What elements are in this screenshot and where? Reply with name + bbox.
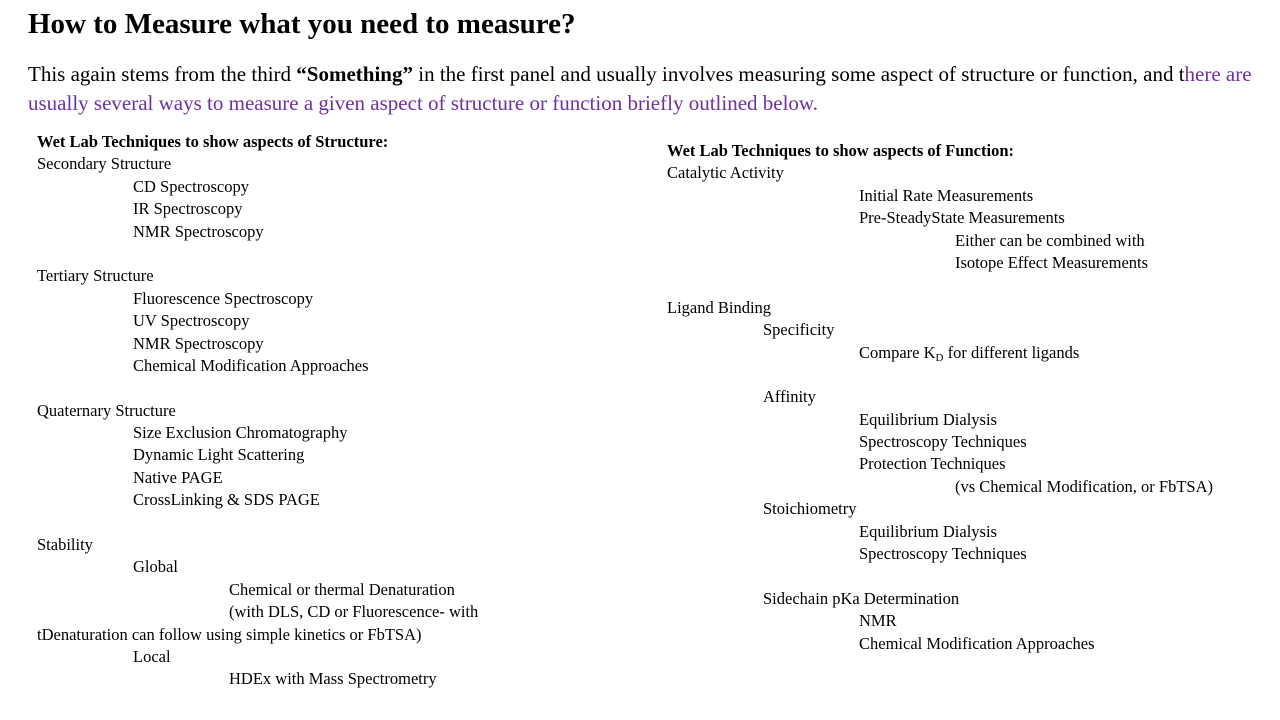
secondary-item: CD Spectroscopy (133, 176, 249, 196)
stability-global-note-wrap: tDenaturation can follow using simple kinetics or FbTSA) (37, 624, 422, 644)
intro-paragraph (28, 60, 1263, 118)
tertiary-item: UV Spectroscopy (133, 311, 250, 331)
quaternary-item: Dynamic Light Scattering (133, 445, 305, 465)
affinity-note: (vs Chemical Modification, or FbTSA) (955, 476, 1214, 496)
compare-kd-suffix: for different ligands (943, 342, 1080, 362)
tertiary-structure-label: Tertiary Structure (37, 266, 154, 286)
catalytic-activity-label: Catalytic Activity (667, 163, 784, 183)
pka-label: Sidechain pKa Determination (763, 588, 960, 608)
specificity-item (667, 342, 1267, 364)
intro-bold-something: “Something” (296, 62, 413, 86)
pka-item: Chemical Modification Approaches (859, 633, 1095, 653)
quaternary-item: Native PAGE (133, 467, 223, 487)
quaternary-item: CrossLinking & SDS PAGE (133, 490, 320, 510)
stoichiometry-label: Stoichiometry (763, 499, 857, 519)
secondary-item: IR Spectroscopy (133, 199, 243, 219)
ligand-binding-label: Ligand Binding (667, 297, 772, 317)
affinity-label: Affinity (763, 387, 816, 407)
secondary-item: NMR Spectroscopy (133, 221, 264, 241)
function-heading: Wet Lab Techniques to show aspects of Function: (667, 141, 1015, 160)
stability-global-note: (with DLS, CD or Fluorescence- with (229, 602, 479, 622)
affinity-item: Equilibrium Dialysis (859, 409, 997, 429)
spacer (37, 512, 637, 534)
quaternary-item: Size Exclusion Chromatography (133, 423, 348, 443)
structure-heading: Wet Lab Techniques to show aspects of Structure: (37, 132, 389, 151)
stability-global-item: Chemical or thermal Denaturation (229, 579, 455, 599)
structure-column (37, 131, 637, 691)
intro-text-2: in the first panel and usually involves measuring some aspect of structure or function, and t (412, 62, 1185, 86)
stoichiometry-item: Equilibrium Dialysis (859, 521, 997, 541)
catalytic-item: Pre-SteadyState Measurements (859, 208, 1065, 228)
quaternary-structure-label: Quaternary Structure (37, 400, 176, 420)
tertiary-item: NMR Spectroscopy (133, 333, 264, 353)
spacer (37, 243, 637, 265)
pka-item: NMR (859, 611, 897, 631)
slide-title: How to Measure what you need to measure? (28, 8, 576, 40)
specificity-label: Specificity (763, 320, 835, 340)
compare-kd-prefix: Compare K (859, 342, 936, 362)
catalytic-note: Either can be combined with (955, 230, 1145, 250)
stability-local-item: HDEx with Mass Spectrometry (229, 669, 437, 689)
spacer (667, 565, 1267, 587)
catalytic-note: Isotope Effect Measurements (955, 252, 1149, 272)
stability-global-label: Global (133, 557, 178, 577)
tertiary-item: Chemical Modification Approaches (133, 355, 369, 375)
function-column (667, 140, 1267, 655)
stability-local-label: Local (133, 646, 171, 666)
tertiary-item: Fluorescence Spectroscopy (133, 288, 314, 308)
spacer (667, 364, 1267, 386)
intro-accent-text: here are usually several ways to measure a given aspect of structure or function briefly outlined below. (28, 62, 1252, 115)
spacer (37, 377, 637, 399)
intro-text-1: This again stems from the third (28, 62, 297, 86)
stoichiometry-item: Spectroscopy Techniques (859, 544, 1027, 564)
affinity-item: Spectroscopy Techniques (859, 432, 1027, 452)
catalytic-item: Initial Rate Measurements (859, 185, 1034, 205)
spacer (667, 274, 1267, 296)
affinity-item: Protection Techniques (859, 454, 1006, 474)
kd-subscript: D (935, 351, 944, 364)
secondary-structure-label: Secondary Structure (37, 154, 172, 174)
stability-label: Stability (37, 535, 93, 555)
